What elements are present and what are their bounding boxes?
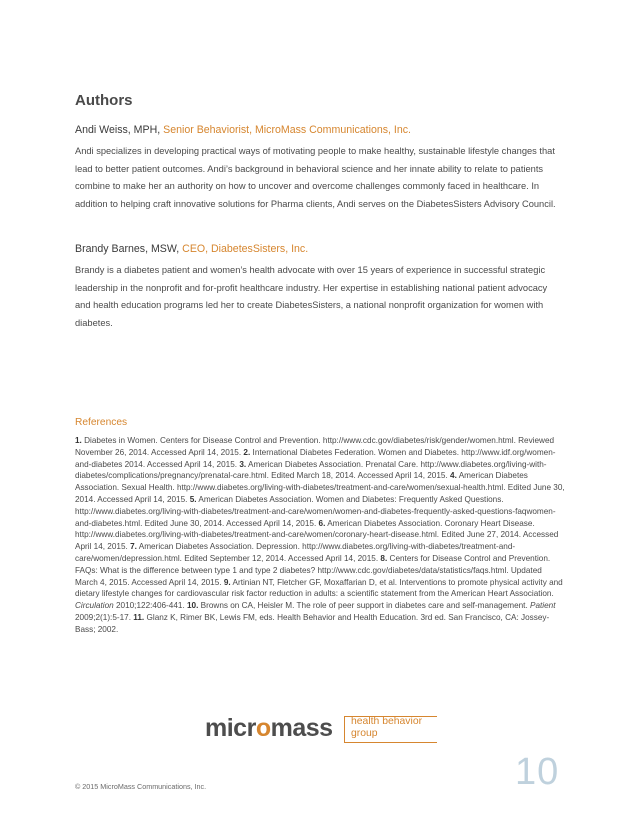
reference-number: 11. <box>133 612 145 622</box>
author-bio: Andi specializes in developing practical ways of motivating people to make healthy, sustainable lifestyle changes that lead to better patient outcomes. Andi’s background in behavioral science and her innate ability to relate to patients combine to make her an authority on how to uncover and overcome challenges commonly faced in healthcare. In addition to helping craft innovative solutions for Pharma clients, Andi serves on the DiabetesSisters Advisory Council. <box>75 146 556 209</box>
logo-group-name: health behavior group <box>351 716 423 739</box>
author-brandy-barnes <box>75 242 565 332</box>
author-name: Brandy Barnes, MSW, <box>75 243 180 255</box>
references-section <box>75 416 565 636</box>
author-bio: Brandy is a diabetes patient and women’s health advocate with over 15 years of experience in successful strategic leadership in the nonprofit and for-profit healthcare industry. Her expertise in establishing national patient advocacy and health education programs led her to create DiabetesSisters, a national nonprofit organization for women with diabetes. <box>75 265 548 328</box>
reference-number: 1. <box>75 436 82 445</box>
reference-item <box>75 613 549 634</box>
reference-number: 7. <box>130 542 137 552</box>
reference-text: American Diabetes Association. Women and Diabetes: Frequently Asked Questions. http://www.diabetes.org/living-with-diabetes/treatment-and-care/women/women-and-diabetes-frequently-asked-questions-faqwomen-and-diabetes.html. Edited June 30, 2014. Accessed April 14, 2015. <box>75 494 556 528</box>
reference-journal: Patient <box>530 601 556 611</box>
reference-text: Browns on CA, Heisler M. The role of peer support in diabetes care and self-management. <box>200 601 528 611</box>
author-name: Andi Weiss, MPH, <box>75 124 161 136</box>
reference-number: 10. <box>187 601 199 611</box>
reference-citation: 2010;122:406-441. <box>115 601 185 611</box>
reference-number: 4. <box>450 471 457 481</box>
reference-text: American Diabetes Association. Sexual Health. http://www.diabetes.org/living-with-diabetes/treatment-and-care/women/sexual-health.html. Edited June 30, 2014. Accessed April 14, 2015. <box>75 471 565 504</box>
author-andi-weiss <box>75 123 565 213</box>
micromass-logo <box>205 713 445 747</box>
reference-text: American Diabetes Association. Coronary Heart Disease. http://www.diabetes.org/living-with-diabetes/treatment-and-care/women/coronary-heart-disease.html. Edited June 27, 2014. Accessed April 14, 2015. <box>75 518 559 552</box>
reference-text: Glanz K, Rimer BK, Lewis FM, eds. Health Behavior and Health Education. 3rd ed. San Francisco, CA: Jossey-Bass; 2002. <box>75 612 550 634</box>
reference-number: 6. <box>318 518 326 528</box>
page-number: 10 <box>515 751 560 793</box>
reference-text: International Diabetes Federation. Women and Diabetes. http://www.idf.org/women-and-diabetes 2014. Accessed April 14, 2015. <box>75 447 556 469</box>
reference-text: American Diabetes Association. Depression. http://www.diabetes.org/living-with-diabetes/treatment-and-care/women/depression.html. Edited September 12, 2014. Accessed April 14, 2015. <box>75 542 516 563</box>
author-name-line <box>75 123 565 137</box>
author-title: CEO, DiabetesSisters, Inc. <box>182 243 309 255</box>
authors-heading: Authors <box>75 92 133 109</box>
reference-text: Centers for Disease Control and Prevention. FAQs: What is the difference between type 1 and type 2 diabetes? http://www.cdc.gov/diabetes/data/statistics/faqs.html. Updated March 4, 2015. Accessed April 14, 2015. <box>75 553 551 587</box>
author-name-line <box>75 242 565 256</box>
footer-copyright: © 2015 MicroMass Communications, Inc. <box>75 782 207 791</box>
reference-text: American Diabetes Association. Prenatal Care. http://www.diabetes.org/living-with-diabetes/complications/pregnancy/prenatal-care.html. Edited March 18, 2014. Accessed April 14, 2015. <box>75 459 547 481</box>
reference-number: 8. <box>380 553 388 563</box>
reference-journal: Circulation <box>75 601 114 611</box>
reference-number: 2. <box>243 447 251 457</box>
reference-number: 9. <box>223 577 231 587</box>
reference-number: 5. <box>189 494 197 504</box>
reference-text: Diabetes in Women. Centers for Disease Control and Prevention. http://www.cdc.gov/diabetes/risk/gender/women.html. Reviewed November 26, 2014. Accessed April 14, 2015. <box>75 436 555 457</box>
reference-citation: 2009;2(1):5-17. <box>75 612 131 622</box>
logo-wordmark: micromass <box>205 714 333 742</box>
reference-text: Artinian NT, Fletcher GF, Moxaffarian D, et al. Interventions to promote physical activity and dietary lifestyle changes for cardiovascular risk factor reduction in adults: a scientific statement from the American Heart Association. <box>75 577 563 599</box>
author-title: Senior Behaviorist, MicroMass Communications, Inc. <box>163 124 411 136</box>
reference-number: 3. <box>239 459 247 469</box>
references-heading: References <box>75 417 128 428</box>
references-list <box>75 435 565 636</box>
